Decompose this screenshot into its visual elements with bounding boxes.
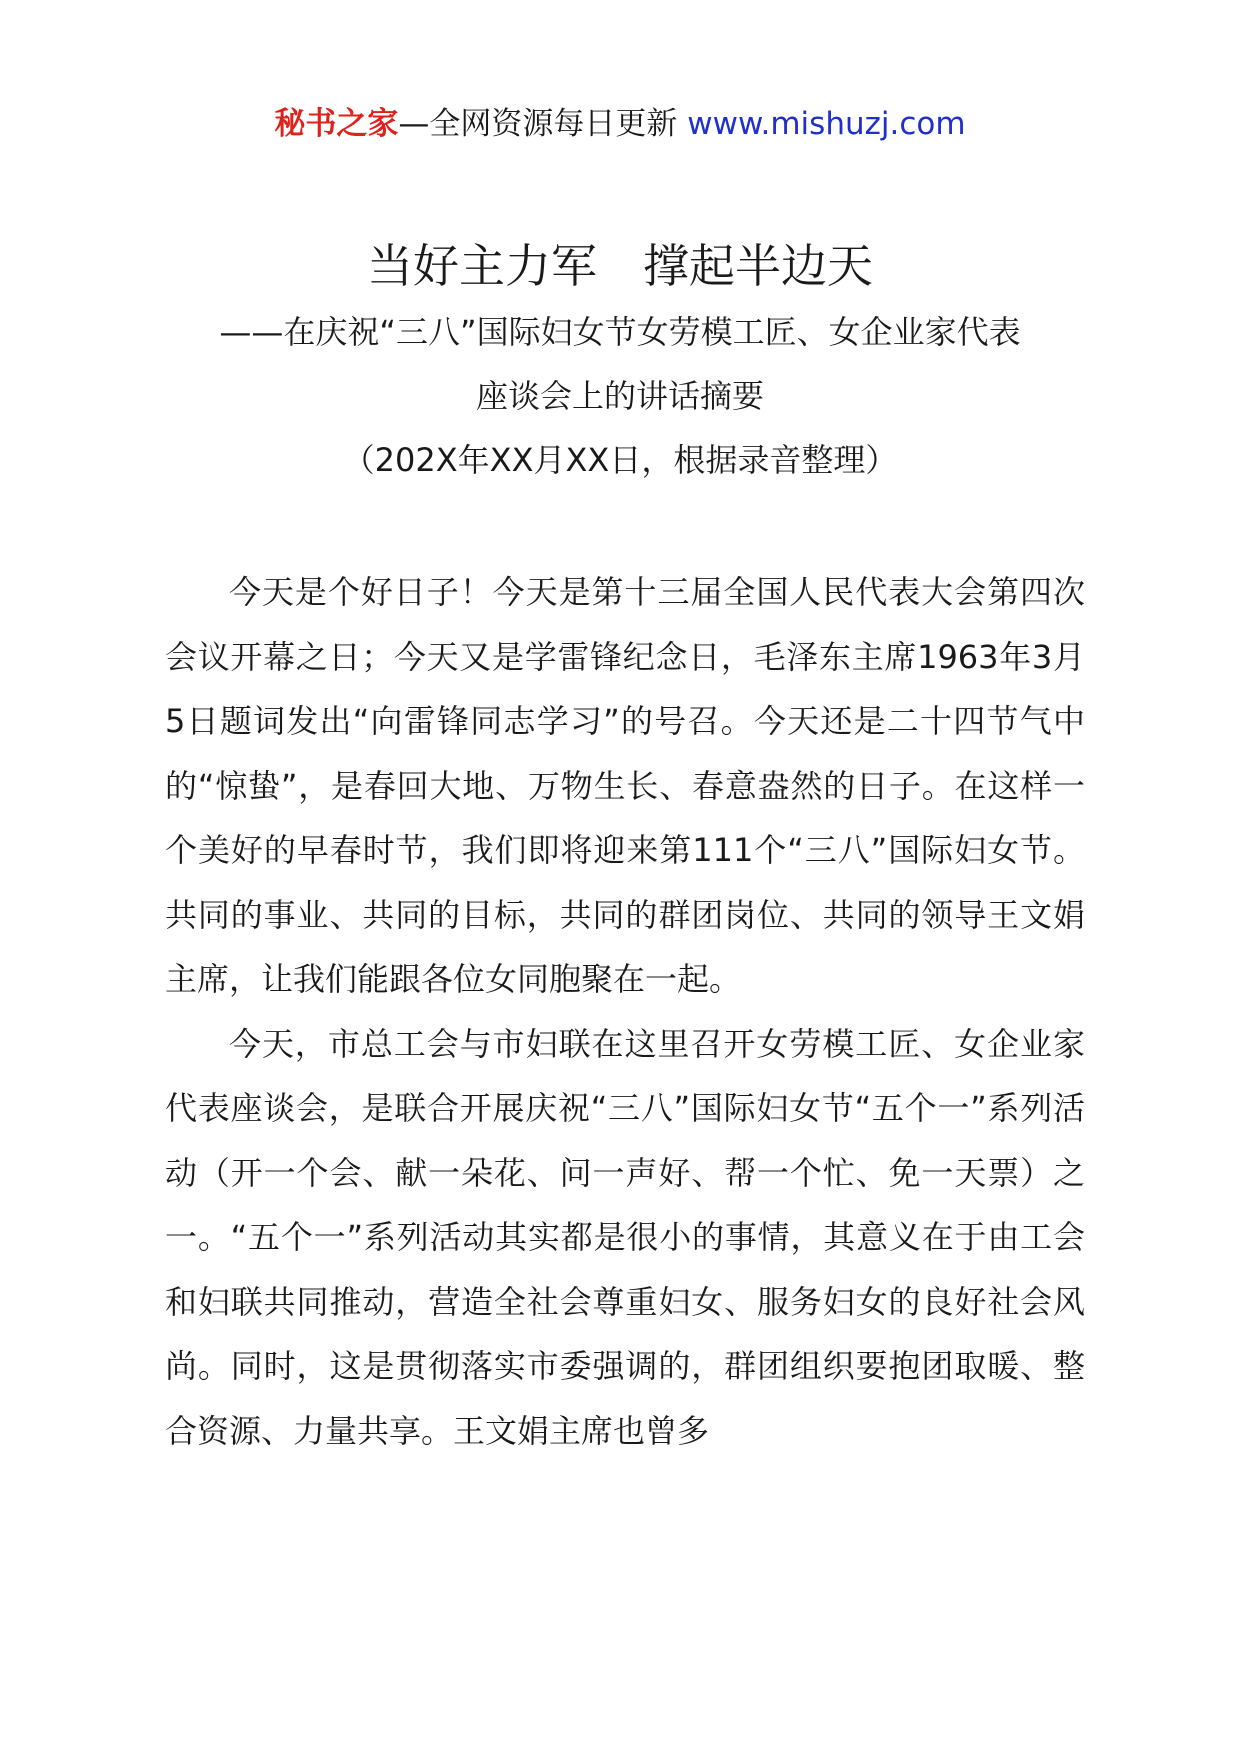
document-body xyxy=(165,560,1085,1463)
body-paragraph: 今天是个好日子！今天是第十三届全国人民代表大会第四次会议开幕之日；今天又是学雷锋纪念日，毛泽东主席1963年3月5日题词发出“向雷锋同志学习”的号召。今天还是二十四节气中的“惊蛰”，是春回大地、万物生长、春意盎然的日子。在这样一个美好的早春时节，我们即将迎来第111个“三八”国际妇女节。共同的事业、共同的目标，共同的群团岗位、共同的领导王文娟主席，让我们能跟各位女同胞聚在一起。 xyxy=(165,573,1085,998)
document-subtitle-line-1: ——在庆祝“三八”国际妇女节女劳模工匠、女企业家代表 xyxy=(219,313,1021,351)
site-header xyxy=(0,104,1240,144)
body-paragraph: 今天，市总工会与市妇联在这里召开女劳模工匠、女企业家代表座谈会，是联合开展庆祝“三八”国际妇女节“五个一”系列活动（开一个会、献一朵花、问一声好、帮一个忙、免一天票）之一。“五个一”系列活动其实都是很小的事情，其意义在于由工会和妇联共同推动，营造全社会尊重妇女、服务妇女的良好社会风尚。同时，这是贯彻落实市委强调的，群团组织要抱团取暖、整合资源、力量共享。王文娟主席也曾多 xyxy=(165,1024,1085,1450)
document-subtitle-line-2: 座谈会上的讲话摘要 xyxy=(475,377,764,415)
site-url-link[interactable]: www.mishuzj.com xyxy=(687,106,966,142)
document-date-note: （202X年XX月XX日，根据录音整理） xyxy=(342,441,898,479)
document-title: 当好主力军 撑起半边天 xyxy=(367,239,873,293)
site-brand: 秘书之家 xyxy=(274,106,399,142)
site-tagline: —全网资源每日更新 xyxy=(398,106,688,142)
